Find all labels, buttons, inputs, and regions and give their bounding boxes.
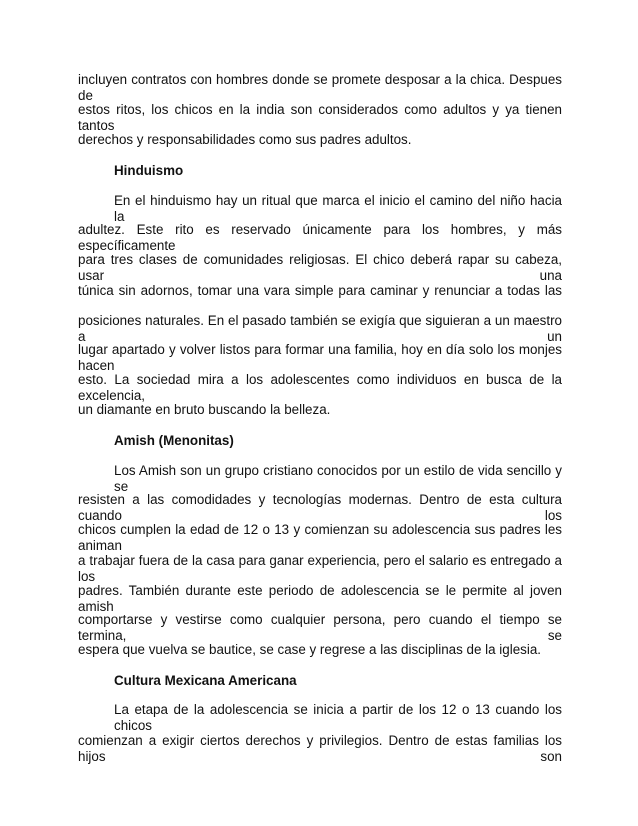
section-heading-amish: Amish (Menonitas): [114, 433, 234, 448]
body-text-line: padres. También durante este periodo de adolescencia se le permite al joven amish: [78, 583, 562, 614]
body-text-line: Los Amish son un grupo cristiano conocidos por un estilo de vida sencillo y se: [114, 463, 562, 494]
body-text-line: túnica sin adornos, tomar una vara simple para caminar y renunciar a todas las: [78, 283, 562, 298]
body-text-line: comienzan a exigir ciertos derechos y privilegios. Dentro de estas familias los hijos son: [78, 733, 562, 764]
body-text-line: lugar apartado y volver listos para formar una familia, hoy en día solo los monjes hacen: [78, 342, 562, 373]
body-text-line: posiciones naturales. En el pasado también se exigía que siguieran a un maestro a un: [78, 313, 562, 344]
body-text-line: derechos y responsabilidades como sus padres adultos.: [78, 132, 412, 147]
body-text-line: estos ritos, los chicos en la india son considerados como adultos y ya tienen tantos: [78, 102, 562, 133]
body-text-line: comportarse y vestirse como cualquier persona, pero cuando el tiempo se termina, se: [78, 612, 562, 643]
body-text-line: incluyen contratos con hombres donde se promete desposar a la chica. Despues de: [78, 72, 562, 103]
body-text-line: chicos cumplen la edad de 12 o 13 y comienzan su adolescencia sus padres les animan: [78, 522, 562, 553]
body-text-line: En el hinduismo hay un ritual que marca el inicio el camino del niño hacia la: [114, 193, 562, 224]
section-heading-cultura-mexicana-americana: Cultura Mexicana Americana: [114, 673, 297, 688]
body-text-line: un diamante en bruto buscando la belleza.: [78, 402, 331, 417]
body-text-line: espera que vuelva se bautice, se case y regrese a las disciplinas de la iglesia.: [78, 642, 541, 657]
body-text-line: esto. La sociedad mira a los adolescentes como individuos en busca de la excelencia,: [78, 372, 562, 403]
section-heading-hinduismo: Hinduismo: [114, 163, 184, 178]
body-text-line: para tres clases de comunidades religiosas. El chico deberá rapar su cabeza, usar una: [78, 252, 562, 283]
body-text-line: adultez. Este rito es reservado únicamente para los hombres, y más específicamente: [78, 222, 562, 253]
body-text-line: La etapa de la adolescencia se inicia a partir de los 12 o 13 cuando los chicos: [114, 702, 562, 733]
body-text-line: resisten a las comodidades y tecnologías modernas. Dentro de esta cultura cuando los: [78, 492, 562, 523]
body-text-line: a trabajar fuera de la casa para ganar experiencia, pero el salario es entregado a los: [78, 553, 562, 584]
